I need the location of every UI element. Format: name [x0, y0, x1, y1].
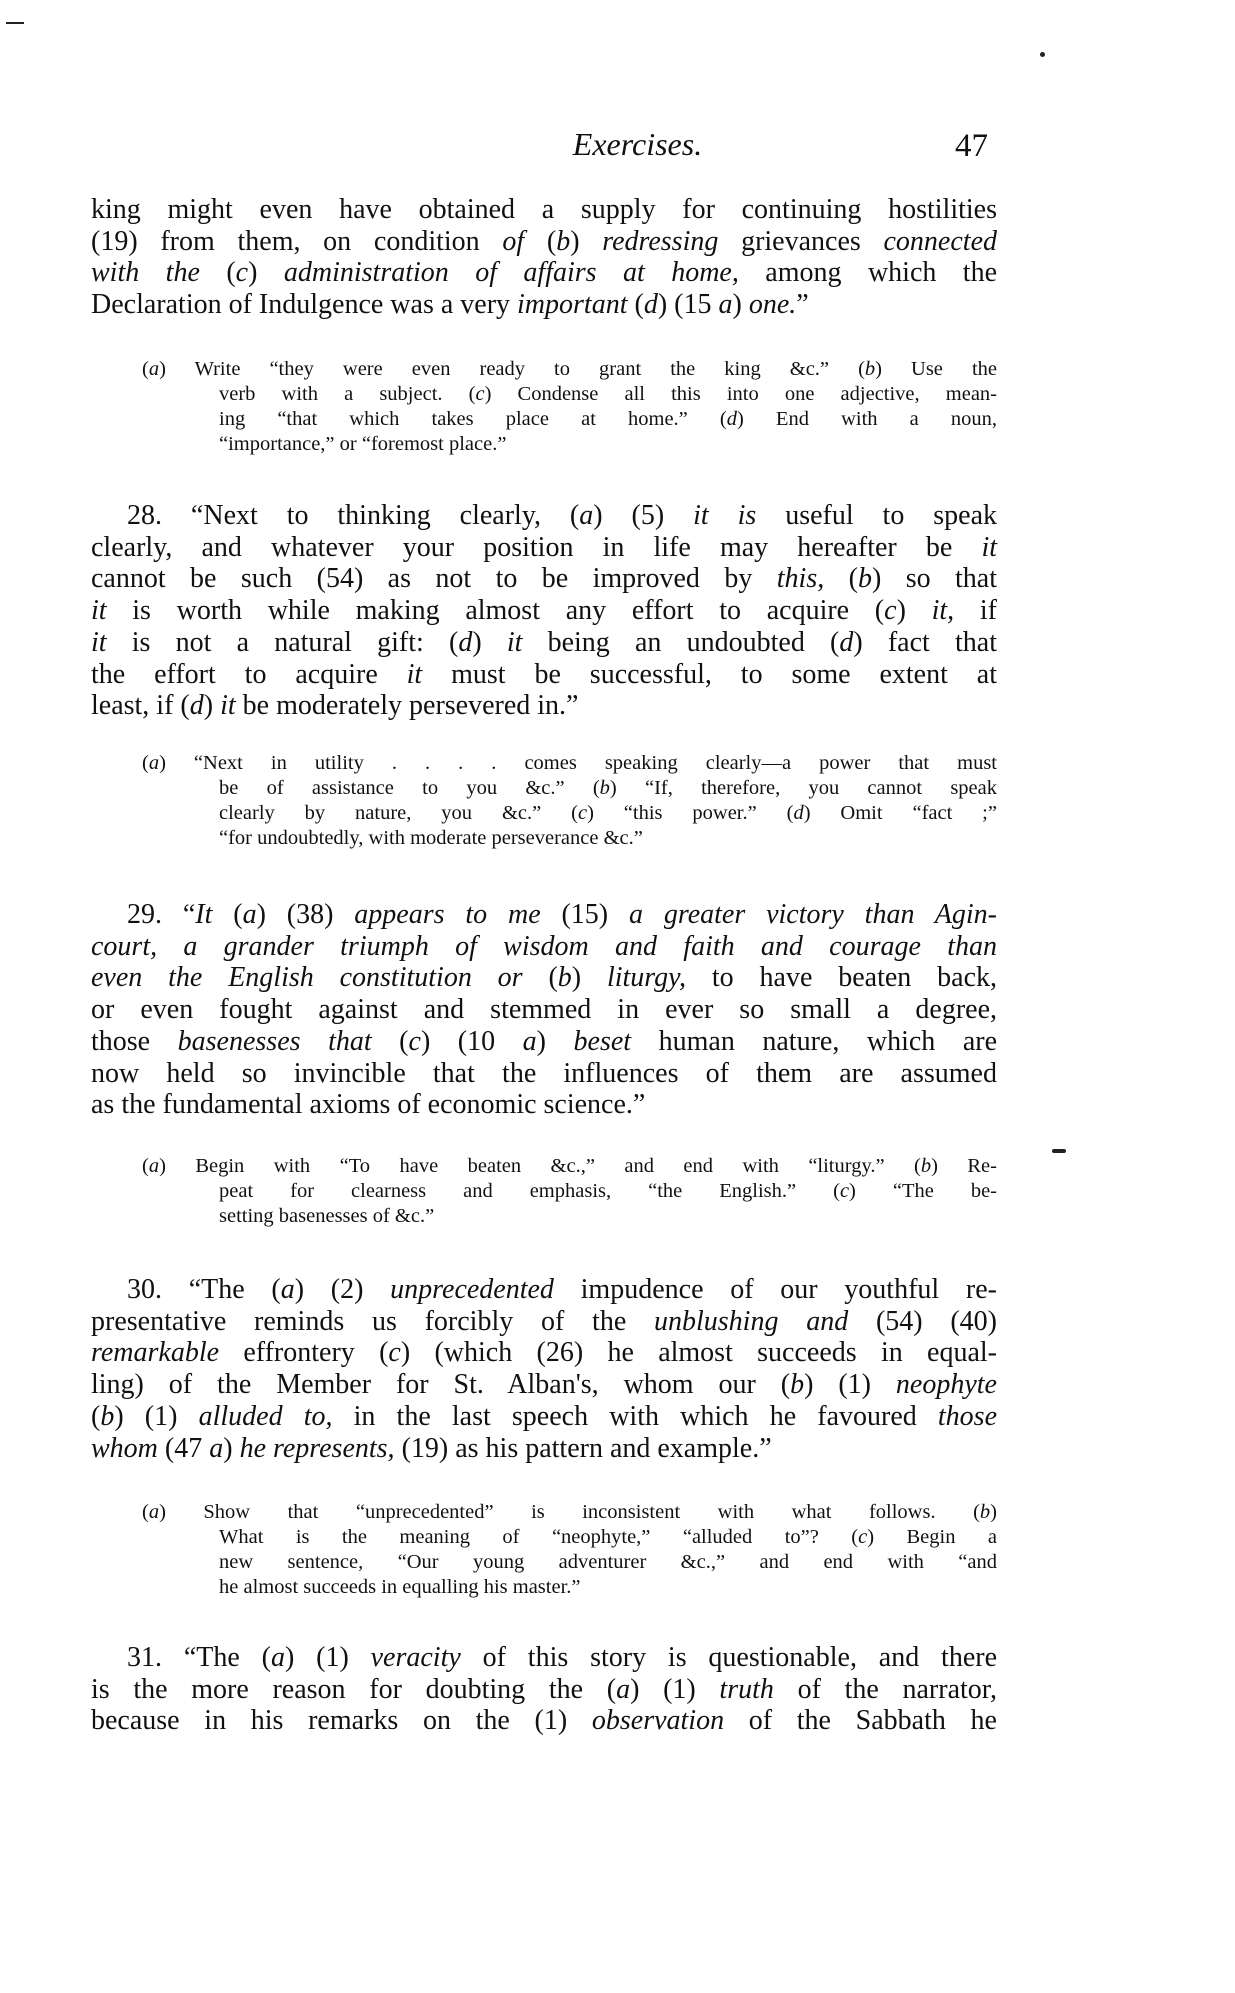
page-number: 47: [955, 128, 988, 164]
roman-text: 28. “Next to thinking clearly, (: [127, 500, 580, 531]
roman-text: ) “If, therefore, you cannot speak: [609, 777, 997, 799]
roman-text: ) (1): [114, 1400, 199, 1432]
note-30: [142, 1500, 997, 1600]
roman-text: ) (38): [256, 899, 355, 930]
text-line: [91, 994, 997, 1026]
italic-text: d: [793, 802, 804, 824]
text-line: [91, 289, 997, 321]
text-line: [142, 1204, 997, 1229]
italic-text: a: [718, 289, 733, 321]
italic-text: court, a grander triumph of wisdom and faith and courage than: [91, 930, 997, 962]
text-line: [142, 776, 997, 801]
italic-text: b: [599, 777, 610, 799]
italic-text: c: [858, 1526, 868, 1548]
italic-text: d: [189, 690, 204, 722]
text-line: [91, 1369, 997, 1401]
italic-text: it: [981, 531, 997, 563]
roman-text: ): [472, 626, 507, 658]
italic-text: alluded to,: [198, 1400, 333, 1432]
roman-text: (15): [540, 899, 629, 930]
roman-text: or even fought against and stemmed in ever so small a degree,: [91, 994, 997, 1026]
text-line: [91, 532, 997, 564]
text-line: [91, 563, 997, 595]
text-line: [142, 382, 997, 407]
italic-text: unblushing and: [654, 1305, 849, 1337]
roman-text: ) (10: [420, 1025, 523, 1057]
italic-text: c: [475, 383, 485, 405]
italic-text: this,: [776, 563, 825, 595]
italic-text: b: [920, 1155, 932, 1177]
text-line: [91, 1401, 997, 1433]
text-line: [142, 826, 997, 851]
note-29: [142, 1154, 997, 1229]
roman-text: ) Begin a: [867, 1526, 997, 1548]
text-line: [91, 931, 997, 963]
italic-text: administration of affairs at home,: [283, 257, 739, 289]
roman-text: (: [142, 1501, 149, 1523]
scan-speck: [1052, 1149, 1066, 1153]
roman-text: “for undoubtedly, with moderate perseverance &c.”: [219, 827, 643, 849]
italic-text: a: [148, 1155, 160, 1177]
exercise-30: [91, 1274, 997, 1464]
roman-text: new sentence, “Our young adventurer &c.,” and end with “and: [219, 1551, 997, 1573]
roman-text: ): [571, 962, 607, 994]
italic-text: a: [270, 1642, 285, 1673]
roman-text: presentative reminds us forcibly of the: [91, 1305, 654, 1337]
italic-text: c: [408, 1025, 421, 1057]
paragraph-27-continuation: [91, 194, 997, 321]
text-line: [91, 899, 997, 931]
roman-text: ): [248, 257, 284, 289]
italic-text: a: [209, 1432, 224, 1464]
roman-text: king might even have obtained a supply for continuing hostilities: [91, 194, 997, 225]
roman-text: is the more reason for doubting the (: [91, 1673, 617, 1705]
roman-text: ): [223, 1432, 240, 1464]
italic-text: c: [839, 1180, 850, 1202]
italic-text: it,: [931, 595, 955, 627]
text-line: [142, 1500, 997, 1525]
italic-text: a: [242, 899, 257, 930]
roman-text: ) “The be-: [849, 1180, 997, 1202]
italic-text: truth: [719, 1673, 774, 1705]
roman-text: (: [91, 1400, 101, 1432]
roman-text: (47: [157, 1432, 210, 1464]
text-line: [142, 1550, 997, 1575]
italic-text: b: [100, 1400, 115, 1432]
roman-text: as the fundamental axioms of economic science.”: [91, 1089, 646, 1121]
roman-text: effrontery (: [219, 1337, 389, 1369]
roman-text: (: [371, 1025, 409, 1057]
roman-text: be moderately persevered in.”: [235, 690, 579, 722]
roman-text: of the Sabbath he: [724, 1705, 997, 1737]
text-line: [91, 1274, 997, 1306]
roman-text: among which the: [738, 257, 998, 289]
text-line: [91, 1642, 997, 1674]
roman-text: (19) as his pattern and example.”: [394, 1432, 772, 1464]
roman-text: (: [212, 899, 243, 930]
italic-text: redressing: [602, 225, 719, 257]
roman-text: be of assistance to you &c.” (: [219, 777, 600, 799]
italic-text: d: [643, 289, 658, 321]
italic-text: a greater victory than Agin-: [628, 899, 997, 930]
roman-text: ) (5): [593, 500, 694, 531]
roman-text: setting basenesses of &c.”: [219, 1205, 435, 1227]
roman-text: ) End with a noun,: [736, 408, 997, 430]
italic-text: important: [517, 289, 628, 321]
italic-text: a: [616, 1673, 631, 1705]
roman-text: ) (1): [804, 1369, 896, 1401]
italic-text: c: [577, 802, 588, 824]
text-line: [91, 690, 997, 722]
roman-text: (: [142, 358, 149, 380]
italic-text: a: [148, 752, 160, 774]
roman-text: is not a natural gift: (: [106, 626, 459, 658]
roman-text: (: [142, 752, 149, 774]
roman-text: (: [142, 1155, 149, 1177]
text-line: [91, 1026, 997, 1058]
note-28: [142, 751, 997, 851]
text-line: [142, 801, 997, 826]
roman-text: of this story is questionable, and there: [460, 1642, 998, 1673]
exercise-31: [91, 1642, 997, 1737]
text-line: [142, 432, 997, 457]
italic-text: appears to me: [354, 899, 541, 930]
italic-text: observation: [591, 1705, 725, 1737]
roman-text: to have beaten back,: [686, 962, 998, 994]
roman-text: ) Use the: [875, 358, 997, 380]
italic-text: b: [556, 225, 571, 257]
italic-text: those: [937, 1400, 997, 1432]
italic-text: with the: [91, 257, 200, 289]
italic-text: basenesses that: [177, 1025, 372, 1057]
italic-text: unprecedented: [390, 1274, 554, 1305]
text-line: [142, 1575, 997, 1600]
text-line: [91, 1674, 997, 1706]
text-line: [91, 1433, 997, 1465]
italic-text: a: [522, 1025, 537, 1057]
italic-text: a: [148, 358, 160, 380]
roman-text: (19) from them, on condition: [91, 225, 503, 257]
text-line: [142, 1154, 997, 1179]
roman-text: ”: [796, 289, 809, 321]
text-line: [142, 357, 997, 382]
roman-text: least, if (: [91, 690, 190, 722]
roman-text: being an undoubted (: [522, 626, 840, 658]
roman-text: those: [91, 1025, 178, 1057]
roman-text: human nature, which are: [631, 1025, 998, 1057]
roman-text: grievances: [718, 225, 884, 257]
roman-text: verb with a subject. (: [219, 383, 476, 405]
roman-text: ): [203, 690, 221, 722]
roman-text: ): [570, 225, 603, 257]
scan-speck: [1040, 52, 1045, 57]
roman-text: ) (which (26) he almost succeeds in equal-: [400, 1337, 998, 1369]
roman-text: ) “this power.” (: [587, 802, 794, 824]
roman-text: cannot be such (54) as not to be improved by: [91, 563, 777, 595]
italic-text: a: [148, 1501, 160, 1523]
roman-text: must be successful, to some extent at: [422, 658, 997, 690]
text-line: [91, 962, 997, 994]
italic-text: c: [884, 595, 897, 627]
italic-text: c: [235, 257, 249, 289]
italic-text: b: [857, 563, 872, 595]
roman-text: clearly by nature, you &c.” (: [219, 802, 578, 824]
exercise-28: [91, 500, 997, 722]
text-line: [91, 500, 997, 532]
italic-text: It: [195, 899, 213, 930]
exercise-29: [91, 899, 997, 1121]
roman-text: (: [627, 289, 644, 321]
italic-text: it: [506, 626, 523, 658]
roman-text: ) fact that: [853, 626, 997, 658]
roman-text: ): [732, 289, 749, 321]
roman-text: 30. “The (: [127, 1274, 281, 1305]
text-line: [142, 1525, 997, 1550]
roman-text: ) “Next in utility . . . . comes speaking clearly—a power that must: [159, 752, 997, 774]
roman-text: is worth while making almost any effort to acquire (: [106, 595, 885, 627]
roman-text: ) (1): [630, 1673, 720, 1705]
text-line: [91, 627, 997, 659]
roman-text: ): [990, 1501, 997, 1523]
roman-text: ) (15: [657, 289, 719, 321]
roman-text: ) Omit “fact ;”: [803, 802, 997, 824]
roman-text: What is the meaning of “neophyte,” “alluded to”? (: [219, 1526, 859, 1548]
italic-text: b: [864, 358, 876, 380]
italic-text: b: [557, 962, 572, 994]
roman-text: because in his remarks on the (1): [91, 1705, 592, 1737]
italic-text: a: [579, 500, 594, 531]
roman-text: ) Begin with “To have beaten &c.,” and end with “liturgy.” (: [159, 1155, 921, 1177]
italic-text: d: [839, 626, 854, 658]
roman-text: Declaration of Indulgence was a very: [91, 289, 518, 321]
roman-text: in the last speech with which he favoured: [332, 1400, 938, 1432]
text-line: [91, 1058, 997, 1090]
italic-text: beset: [573, 1025, 632, 1057]
roman-text: ) Write “they were even ready to grant the king &c.” (: [159, 358, 865, 380]
italic-text: c: [388, 1337, 401, 1369]
text-line: [91, 257, 997, 289]
roman-text: ) Show that “unprecedented” is inconsistent with what follows. (: [159, 1501, 980, 1523]
italic-text: it: [406, 658, 423, 690]
roman-text: (: [199, 257, 236, 289]
roman-text: (: [824, 563, 858, 595]
italic-text: he represents,: [239, 1432, 395, 1464]
roman-text: ing “that which takes place at home.” (: [219, 408, 727, 430]
italic-text: whom: [91, 1432, 158, 1464]
italic-text: b: [790, 1369, 805, 1401]
text-line: [142, 407, 997, 432]
roman-text: ) (2): [294, 1274, 391, 1305]
roman-text: useful to speak: [756, 500, 997, 531]
text-line: [91, 1306, 997, 1338]
italic-text: neophyte: [895, 1369, 997, 1401]
italic-text: it: [220, 690, 236, 722]
roman-text: ) so that: [871, 563, 997, 595]
text-line: [91, 1705, 997, 1737]
roman-text: he almost succeeds in equalling his master.”: [219, 1576, 581, 1598]
text-line: [91, 194, 997, 226]
roman-text: 29. “: [127, 899, 196, 930]
roman-text: ) Condense all this into one adjective, mean-: [484, 383, 997, 405]
roman-text: clearly, and whatever your position in life may hereafter be: [91, 531, 982, 563]
roman-text: ): [896, 595, 932, 627]
text-line: [91, 1089, 997, 1121]
roman-text: of the narrator,: [773, 1673, 997, 1705]
italic-text: one.: [748, 289, 797, 321]
italic-text: even the English constitution or: [91, 962, 523, 994]
text-line: [91, 659, 997, 691]
roman-text: ) (1): [284, 1642, 371, 1673]
roman-text: 31. “The (: [127, 1642, 271, 1673]
italic-text: it: [91, 626, 107, 658]
italic-text: d: [458, 626, 473, 658]
roman-text: if: [954, 595, 998, 627]
roman-text: now held so invincible that the influences of them are assumed: [91, 1057, 997, 1089]
text-line: [91, 226, 997, 258]
roman-text: “importance,” or “foremost place.”: [219, 433, 507, 455]
roman-text: (: [522, 962, 558, 994]
text-line: [142, 751, 997, 776]
roman-text: impudence of our youthful re-: [553, 1274, 997, 1305]
roman-text: peat for clearness and emphasis, “the English.” (: [219, 1180, 840, 1202]
italic-text: veracity: [370, 1642, 461, 1673]
roman-text: (: [524, 225, 557, 257]
italic-text: d: [726, 408, 737, 430]
note-27: [142, 357, 997, 457]
roman-text: (54) (40): [848, 1305, 997, 1337]
italic-text: remarkable: [91, 1337, 220, 1369]
roman-text: ) Re-: [931, 1155, 997, 1177]
italic-text: of: [502, 225, 525, 257]
italic-text: it: [91, 595, 107, 627]
roman-text: ling) of the Member for St. Alban's, whom our (: [91, 1369, 791, 1401]
roman-text: the effort to acquire: [91, 658, 407, 690]
running-header-title: Exercises.: [572, 126, 703, 162]
text-line: [142, 1179, 997, 1204]
roman-text: ): [536, 1025, 574, 1057]
text-line: [91, 1337, 997, 1369]
italic-text: it is: [693, 500, 757, 531]
scan-mark: [6, 22, 24, 24]
italic-text: connected: [883, 225, 997, 257]
italic-text: a: [280, 1274, 295, 1305]
italic-text: liturgy,: [606, 962, 687, 994]
text-line: [91, 595, 997, 627]
italic-text: b: [979, 1501, 991, 1523]
